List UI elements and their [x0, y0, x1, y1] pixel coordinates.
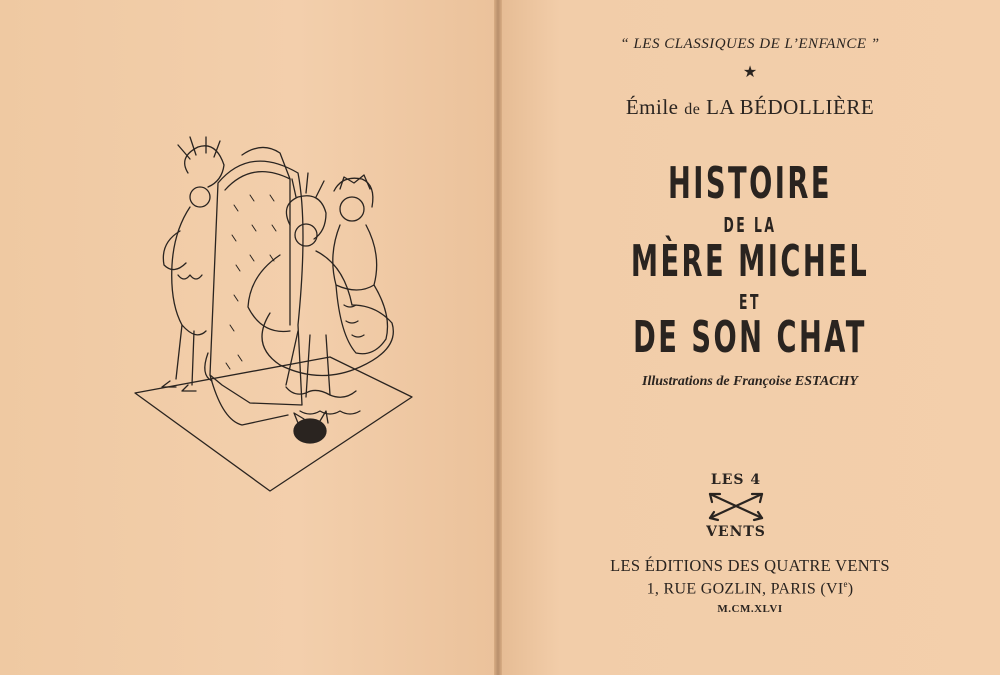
crossed-arrows-icon: [704, 488, 768, 524]
book-title-line-3: MÈRE MICHEL: [630, 236, 870, 287]
book-title-line-2: DE LA: [723, 213, 777, 237]
line-drawing-icon: [130, 135, 420, 495]
logo-top-text: LES 4: [710, 472, 762, 488]
author-first-name: Émile: [625, 95, 679, 119]
address-close: ): [847, 580, 854, 598]
book-title-line-4: ET: [739, 290, 761, 314]
author-name: [500, 95, 1000, 120]
logo-bottom-text: VENTS: [706, 524, 766, 540]
series-title: “ LES CLASSIQUES DE L’ENFANCE ”: [620, 36, 880, 52]
publisher-logo: [700, 472, 772, 542]
address-superscript: e: [843, 579, 848, 589]
publisher-address: [500, 579, 1000, 598]
author-last-name: LA BÉDOLLIÈRE: [706, 95, 875, 119]
book-title-line-1: HISTOIRE: [667, 158, 833, 209]
author-particle: de: [684, 101, 701, 118]
star-icon: ★: [742, 64, 758, 81]
address-text: 1, RUE GOZLIN, PARIS (VI: [646, 580, 844, 598]
publication-year: M.CM.XLVI: [717, 603, 783, 615]
illustrator-credit: Illustrations de Françoise ESTACHY: [642, 374, 858, 389]
book-title-line-5: DE SON CHAT: [633, 312, 867, 363]
publisher-name: LES ÉDITIONS DES QUATRE VENTS: [610, 556, 890, 575]
